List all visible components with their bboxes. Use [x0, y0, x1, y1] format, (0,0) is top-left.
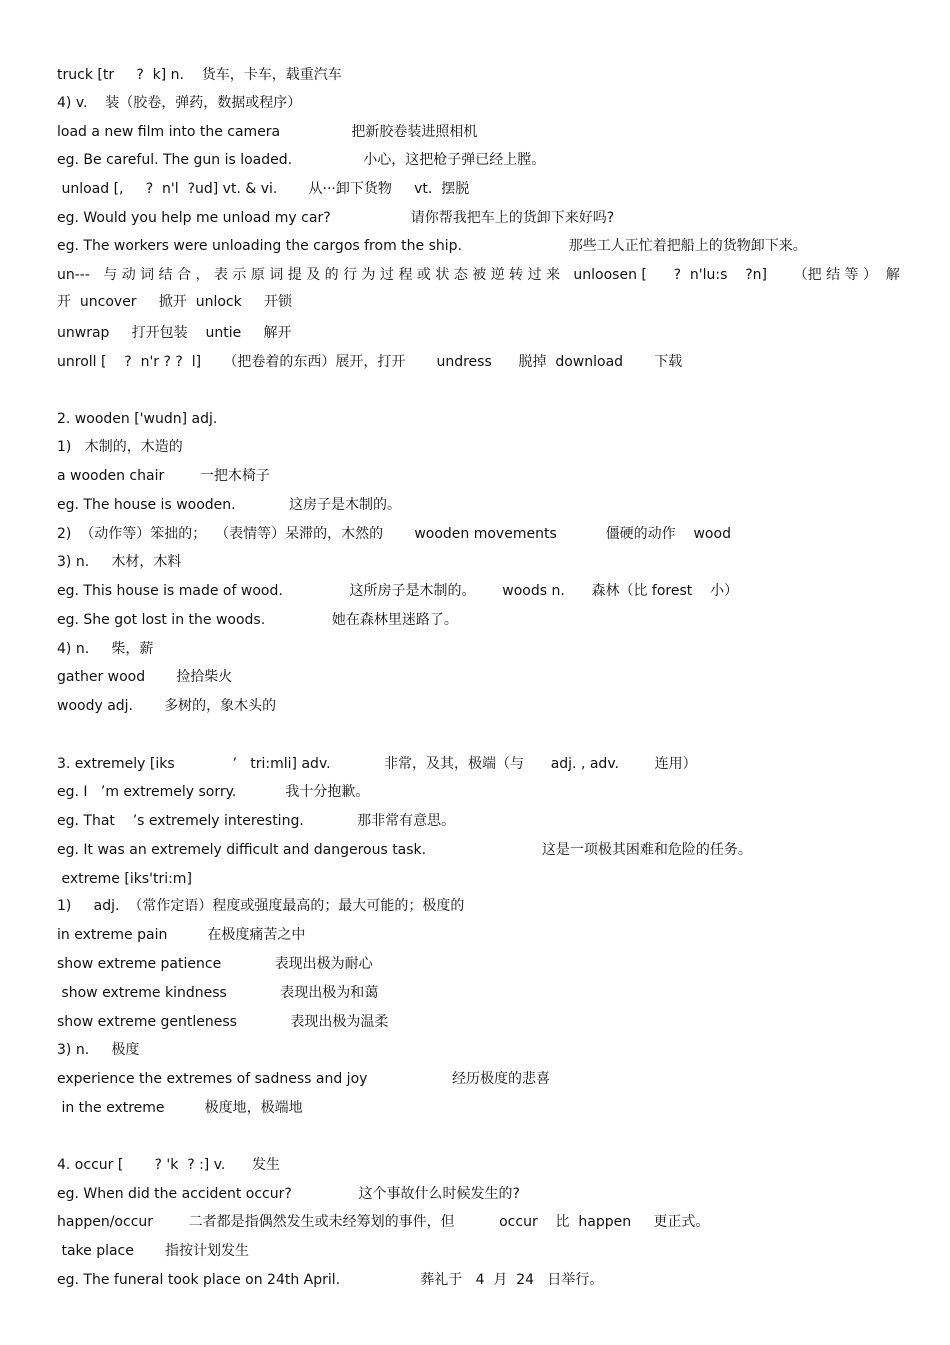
text-line: unload [, ? n'l ?ud] vt. & vi. 从···卸下货物 vt. 摆脱 — [57, 181, 470, 197]
text-line: un--- 与 动 词 结 合 ， 表 示 原 词 提 及 的 行 为 过 程 或 状 态 被 逆 转 过 来 unloosen [ ? n'lu:s ?n] （把 结 等 ） 解 — [57, 267, 900, 283]
text-line: eg. This house is made of wood. 这所房子是木制的。 woods n. 森林（比 forest 小） — [57, 583, 739, 599]
text-line: 1) adj. （常作定语）程度或强度最高的；最大可能的；极度的 — [57, 898, 465, 914]
text-line: extreme [iks'tri:m] — [57, 871, 192, 887]
text-line: load a new film into the camera 把新胶卷装进照相机 — [57, 124, 478, 140]
text-line: happen/occur 二者都是指偶然发生或未经筹划的事件，但 occur 比 happen 更正式。 — [57, 1214, 710, 1230]
text-line: 4) v. 装（胶卷，弹药，数据或程序） — [57, 95, 302, 111]
text-line: woody adj. 多树的，象木头的 — [57, 698, 277, 714]
text-line: a wooden chair 一把木椅子 — [57, 468, 270, 484]
text-line: eg. When did the accident occur? 这个事故什么时候发生的? — [57, 1186, 520, 1202]
text-line: eg. The funeral took place on 24th April. 葬礼于 4 月 24 日举行。 — [57, 1272, 604, 1288]
text-line: eg. Would you help me unload my car? 请你帮我把车上的货卸下来好吗? — [57, 210, 615, 226]
text-line: experience the extremes of sadness and joy 经历极度的悲喜 — [57, 1071, 550, 1087]
text-line: eg. I ’m extremely sorry. 我十分抱歉。 — [57, 784, 370, 800]
text-line: gather wood 捡拾柴火 — [57, 669, 233, 685]
text-line: 3. extremely [iks ’ tri:mli] adv. 非常，及其，极端（与 adj. , adv. 连用） — [57, 756, 697, 772]
text-line: eg. Be careful. The gun is loaded. 小心，这把枪子弹已经上膛。 — [57, 152, 546, 168]
text-line: eg. The workers were unloading the cargos from the ship. 那些工人正忙着把船上的货物卸下来。 — [57, 238, 807, 254]
text-line: 2) （动作等）笨拙的； （表情等）呆滞的，木然的 wooden movements 僵硬的动作 wood — [57, 526, 731, 542]
text-line: show extreme gentleness 表现出极为温柔 — [57, 1014, 389, 1030]
text-line: truck [tr ? k] n. 货车，卡车，载重汽车 — [57, 67, 342, 83]
text-line: show extreme patience 表现出极为耐心 — [57, 956, 373, 972]
text-line: 4) n. 柴，薪 — [57, 641, 154, 657]
text-line: 2. wooden ['wudn] adj. — [57, 411, 218, 427]
text-line: in extreme pain 在极度痛苦之中 — [57, 927, 306, 943]
text-line: show extreme kindness 表现出极为和蔼 — [57, 985, 379, 1001]
text-line: unroll [ ? n'r ? ? l] （把卷着的东西）展开，打开 undress 脱掉 download 下载 — [57, 354, 683, 370]
text-line: 3) n. 木材，木料 — [57, 554, 182, 570]
text-line: unwrap 打开包装 untie 解开 — [57, 325, 292, 341]
text-line: eg. The house is wooden. 这房子是木制的。 — [57, 497, 401, 513]
text-line: in the extreme 极度地，极端地 — [57, 1100, 303, 1116]
text-line: take place 指按计划发生 — [57, 1243, 250, 1259]
text-line: eg. She got lost in the woods. 她在森林里迷路了。 — [57, 612, 458, 628]
text-line: 1) 木制的，木造的 — [57, 439, 183, 455]
text-line: 开 uncover 掀开 unlock 开锁 — [57, 294, 292, 310]
text-line: eg. It was an extremely difficult and dangerous task. 这是一项极其困难和危险的任务。 — [57, 842, 752, 858]
text-line: eg. That ’s extremely interesting. 那非常有意思。 — [57, 813, 456, 829]
text-line: 3) n. 极度 — [57, 1042, 140, 1058]
text-line: 4. occur [ ? 'k ? :] v. 发生 — [57, 1157, 281, 1173]
